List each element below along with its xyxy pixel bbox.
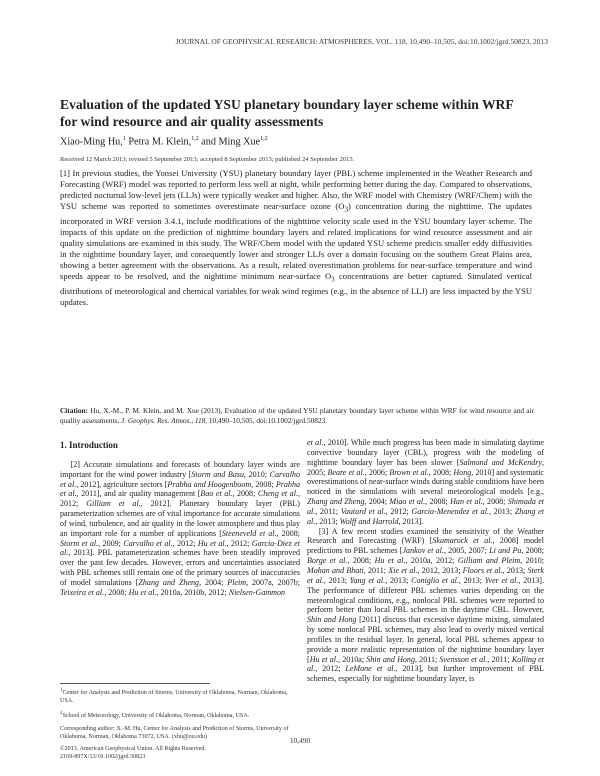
right-column (307, 438, 544, 684)
reference-link[interactable]: Hong (453, 467, 472, 477)
reference-link[interactable]: Salmond and McKendry (459, 457, 542, 467)
reference-link[interactable]: Carvalho et al. (60, 469, 300, 489)
affiliation-marker: 1 (122, 136, 126, 142)
section-heading: 1. Introduction (60, 440, 118, 450)
left-column (60, 438, 300, 598)
author-list (60, 136, 268, 147)
reference-link[interactable]: Svensson et al. (439, 654, 488, 664)
reference-link[interactable]: Garcia-Diez et al. (60, 538, 300, 558)
reference-link[interactable]: Shimada et al. (307, 497, 545, 516)
reference-link[interactable]: Prabha and Hoogenboom (167, 479, 252, 489)
reference-link[interactable]: Zhang et al. (307, 506, 544, 526)
footnote-divider (60, 683, 210, 684)
received-dates: Received 12 March 2013; revised 5 September 2013; accepted 8 September 2013; published 24 September 2013. (60, 156, 355, 163)
reference-link[interactable]: Pleim (227, 577, 247, 587)
reference-link[interactable]: Storm and Basu (191, 469, 245, 479)
author-name: Petra M. Klein, (128, 136, 192, 148)
paragraph-marker: [3] (318, 526, 329, 536)
body-paragraph: [2] Accurate simulations and forecasts of boundary layer winds are important for the wind power industry [Storm and Basu, 2010; Carvalho et al., 2012], agriculture sectors [Prabha and Hoogenboom, 2008; Prabha et al., 2011], and air quality management [Bao et al., 2008; Cheng et al., 2012; Gilliam et al., 2012]. Planetary boundary layer (PBL) parameterization schemes are of vital importance for accurate simulations of wind, turbulence, and air quality in the lower atmosphere and thus play an important role for a number of applications [Steeneveld et al., 2008; Storm et al., 2009; Carvalho et al., 2012; Hu et al., 2012; Garcia-Diez et al., 2013]. PBL parameterization schemes have been steadily improved over the past few decades. However, errors and uncertainties associated with PBL schemes still remain one of the primary sources of inaccuracies of model simulations [Zhang and Zheng, 2004; Pleim, 2007a, 2007b; Teixeira et al., 2008; Hu et al., 2010a, 2010b, 2012; Nielsen-Gammon (60, 459, 300, 597)
paragraph-marker: [2] (70, 459, 80, 469)
reference-link[interactable]: Skamarock et al. (432, 536, 493, 546)
reference-link[interactable]: Cheng et al. (257, 489, 298, 499)
reference-link[interactable]: Miao et al. (389, 497, 426, 507)
reference-link[interactable]: Borge et al. (307, 556, 348, 566)
reference-link[interactable]: Garcia-Menendez et al. (411, 506, 489, 516)
body-paragraph: [3] A few recent studies examined the sensitivity of the Weather Research and Forecasting (WRF) [Skamarock et al., 2008] model predictions to PBL schemes [Jankov et al., 2005, 2007; Li and Pu, 2008; Borge et al., 2008; Hu et al., 2010a, 2012; Gilliam and Pleim, 2010; Mohan and Bhati, 2011; Xie et al., 2012, 2013; Floors et al., 2013; Sterk et al., 2013; Yang et al., 2013; Coniglio et al., 2013; Yver et al., 2013]. The performance of different PBL schemes varies depending on the meteorological conditions, e.g., nonlocal PBL schemes were reported to perform better than local PBL schemes in the daytime CBL. However, Shin and Hong [2011] discuss that excessive daytime mixing, simulated by some nonlocal PBL schemes, may also lead to overly mixed vertical profiles in the residual layer. In general, local PBL schemes appear to provide a more realistic representation of the nighttime boundary layer [Hu et al., 2010a; Shin and Hong, 2011; Svensson et al., 2011; Kolling et al., 2012; LeMone et al., 2013], but further improvement of PBL schemes, especially for nighttime boundary layer, is (307, 526, 545, 684)
reference-link[interactable]: Prabha et al. (60, 479, 300, 499)
reference-link[interactable]: Hu et al. (128, 587, 157, 597)
copyright: ©2013. American Geophysical Union. All Rights Reserved. 2169-897X/13/10.1002/jgrd.50823 (60, 746, 206, 761)
reference-link[interactable]: LeMone et al. (345, 664, 396, 674)
journal-name: J. Geophys. Res. Atmos., 118, (121, 415, 208, 425)
reference-link[interactable]: Han et al. (450, 497, 483, 507)
affiliation-marker: 1,2 (260, 136, 268, 142)
footnotes (60, 686, 302, 761)
reference-link[interactable]: Nielsen-Gammon (228, 587, 286, 597)
footnote-affiliation: $^1$Center for Analysis and Prediction of Storms, University of Oklahoma, Norman, Oklahoma, USA. (60, 687, 288, 705)
running-head: JOURNAL OF GEOPHYSICAL RESEARCH: ATMOSPHERES, VOL. 118, 10,490–10,505, doi:10.1002/jgrd.50823, 2013 (175, 37, 548, 46)
author-name: Xiao-Ming Hu, (60, 136, 123, 148)
reference-link[interactable]: Hu et al. (309, 654, 338, 664)
reference-link[interactable]: Sterk et al. (307, 565, 544, 585)
reference-link[interactable]: Xie et al. (388, 565, 418, 575)
footnote-affiliation: $^2$School of Meteorology, University of Oklahoma, Norman, Oklahoma, USA. (60, 710, 250, 720)
paragraph-marker: [1] (60, 168, 70, 178)
reference-link[interactable]: Teixeira et al. (60, 587, 105, 597)
reference-link[interactable]: Brown et al. (389, 467, 429, 477)
reference-link[interactable]: Li and Pu (489, 546, 522, 556)
reference-link[interactable]: Bao et al. (200, 489, 233, 499)
page-number: 10,490 (289, 736, 311, 745)
corresponding-author: Corresponding author: X.-M. Hu, Center for Analysis and Prediction of Storms, University of Oklahoma, Norman, Oklahoma 73072, USA. (xhu@ou.edu) (60, 725, 289, 740)
citation-label: Citation: (60, 406, 88, 415)
reference-link[interactable]: Zhang and Zheng (307, 497, 365, 507)
abstract: [1] In previous studies, the Yonsei University (YSU) planetary boundary layer (PBL) scheme implemented in the Weather Research and Forecasting (WRF) model was reported to perform less well at night, while performing better during the day. Compared to observations, predicted nocturnal low-level jets (LLJs) were typically weaker and higher. Also, the WRF model with Chemistry (WRF/Chem) with the YSU scheme was reported to sometimes overestimate near-surface ozone $(O_3)$ concentration during the nighttime. The updates incorporated in WRF version 3.4.1, include modifications of the nighttime velocity scale used in the YSU boundary layer scheme. The impacts of this update on the prediction of nighttime boundary layers and related implications for wind resource assessment and air quality simulations are examined in this study. The WRF/Chem model with the updated YSU scheme predicts smaller eddy diffusivities in the nighttime boundary layer, and consequently lower and stronger LLJs over a domain focusing on the southern Great Plains area, showing a better agreement with the observations. As a result, related overestimation problems for near-surface temperature and wind speeds appear to be resolved, and the nighttime minimum near-surface $O_3$ concentrations are better captured. Simulated vertical distributions of meteorological and chemical variables for weak wind regimes (e.g., in the absence of LLJ) are less impacted by the YSU updates. (60, 168, 533, 307)
reference-link[interactable]: Yang et al. (349, 575, 386, 585)
reference-link[interactable]: Storm et al. (60, 538, 99, 548)
reference-link[interactable]: Jankov et al. (402, 546, 444, 556)
reference-link[interactable]: Shin and Hong (366, 654, 415, 664)
reference-link[interactable]: Kolling et al. (307, 654, 544, 674)
paper-title: Evaluation of the updated YSU planetary boundary layer scheme within WRF for wind resource and air quality assessments (60, 97, 514, 129)
reference-link[interactable]: Vautard et al. (340, 506, 386, 516)
reference-link[interactable]: Yver et al. (484, 575, 519, 585)
reference-link[interactable]: et al. (307, 438, 324, 447)
reference-link[interactable]: Hu et al. (374, 556, 406, 566)
reference-link[interactable]: Coniglio et al. (411, 575, 459, 585)
reference-link[interactable]: Beare et al. (327, 467, 365, 477)
reference-link[interactable]: Wolff and Harrold (339, 516, 399, 526)
reference-link[interactable]: Mohan and Bhati (307, 565, 364, 575)
reference-link[interactable]: Hu et al. (197, 538, 227, 548)
citation: Citation: Hu, X.-M., P. M. Klein, and M. Xue (2013), Evaluation of the updated YSU planetary boundary layer scheme within WRF for wind resource and air quality assessments, J. Geophys. Res. Atmos., 118, 10,490–10,505, doi:10.1002/jgrd.50823. (60, 406, 534, 425)
reference-link[interactable]: Shin and Hong (307, 615, 357, 625)
author-name: and Ming Xue (201, 136, 261, 148)
reference-link[interactable]: Gilliam et al. (86, 499, 141, 509)
reference-link[interactable]: Floors et al. (462, 565, 503, 575)
reference-link[interactable]: Zhang and Zheng (138, 577, 200, 587)
reference-link[interactable]: Steeneveld et al. (221, 528, 277, 538)
body-paragraph: et al., 2010]. While much progress has been made in simulating daytime convective boundary layer (CBL), progress with the modeling of nighttime boundary layer has been slower [Salmond and McKendry, 2005; Beare et al., 2006; Brown et al., 2008; Hong, 2010] and systematic overestimations of near-surface winds during stable conditions have been noticed in the simulations with several meteorological models [e.g., Zhang and Zheng, 2004; Miao et al., 2008; Han et al., 2008; Shimada et al., 2011; Vautard et al., 2012; Garcia-Menendez et al., 2013; Zhang et al., 2013; Wolff and Harrold, 2013]. (307, 438, 545, 526)
affiliation-marker: 1,2 (191, 136, 199, 142)
reference-link[interactable]: Gilliam and Pleim (457, 556, 521, 566)
reference-link[interactable]: Carvalho et al. (123, 538, 173, 548)
